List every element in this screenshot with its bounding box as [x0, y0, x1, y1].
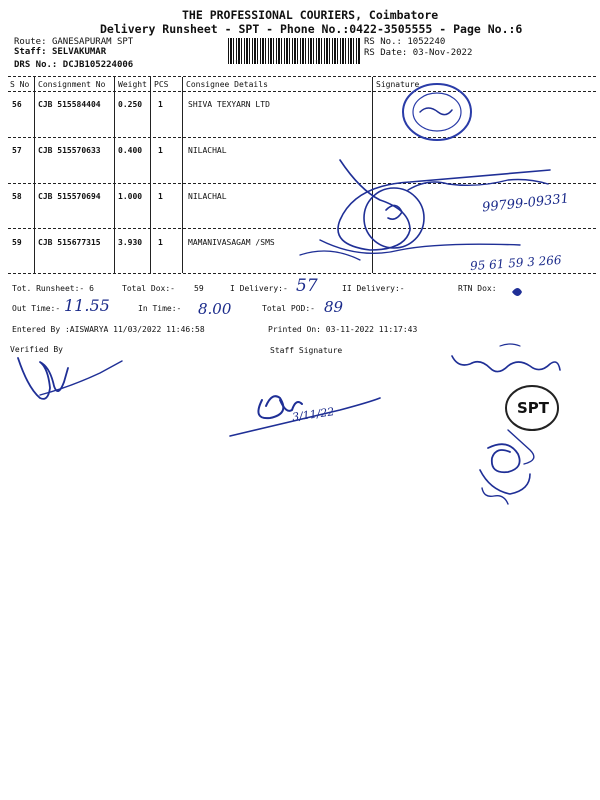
row-sno: 56: [12, 100, 22, 109]
row-consignment: CJB 515570694: [38, 192, 101, 201]
sign-date-handwritten: 3/11/22: [291, 405, 336, 424]
header-consignee: Consignee Details: [186, 80, 268, 89]
rtn-scribble-icon: [512, 288, 522, 296]
header-pcs: PCS: [154, 80, 169, 89]
row-pcs: 1: [158, 100, 163, 109]
rs-no-value: 1052240: [407, 37, 446, 47]
header-sno: S No: [10, 80, 30, 89]
row-sno: 57: [12, 146, 22, 155]
row-consignment: CJB 515570633: [38, 146, 101, 155]
tamil-signature-icon: [452, 344, 560, 372]
row-consignee: NILACHAL: [188, 192, 227, 201]
verified-by: Verified By: [10, 345, 63, 354]
staff-value: SELVAKUMAR: [51, 47, 107, 57]
row-consignee: MAMANIVASAGAM /SMS: [188, 238, 275, 247]
company-stamp-icon: [403, 84, 471, 140]
rs-date-label: RS Date:: [364, 48, 408, 58]
i-delivery-label: I Delivery:-: [230, 284, 288, 293]
total-runsheet: Tot. Runsheet:- 6: [12, 284, 94, 293]
row-weight: 3.930: [118, 238, 143, 247]
rs-date-value: 03-Nov-2022: [412, 48, 473, 58]
row-pcs: 1: [158, 238, 163, 247]
row-sno: 58: [12, 192, 22, 201]
recipient-signature-icon: [300, 160, 550, 260]
spt-stamp-text: SPT: [517, 399, 550, 417]
rtn-dox-label: RTN Dox:: [458, 284, 497, 293]
staff-signature-icon: [230, 396, 380, 436]
row-consignment: CJB 515677315: [38, 238, 101, 247]
printed-on: Printed On: 03-11-2022 11:17:43: [268, 325, 418, 334]
in-time-handwritten: 8.00: [198, 300, 232, 318]
row-pcs: 1: [158, 146, 163, 155]
in-time-label: In Time:-: [138, 304, 182, 313]
staff-label: Staff:: [14, 47, 47, 57]
total-dox-label: Total Dox:-: [122, 284, 175, 293]
verified-signature-icon: [18, 358, 122, 399]
drs-value: DCJB105224006: [62, 60, 134, 70]
row-weight: 0.250: [118, 100, 143, 109]
ii-delivery-label: II Delivery:-: [342, 284, 405, 293]
phone-handwritten-2: 95 61 59 3 266: [469, 252, 562, 274]
route-value: GANESAPURAM SPT: [51, 37, 134, 47]
row-sno: 59: [12, 238, 22, 247]
runsheet-subtitle: Delivery Runsheet - SPT - Phone No.:0422-3505555 - Page No.:6: [100, 22, 523, 36]
header-signature: Signature: [376, 80, 420, 89]
row-weight: 1.000: [118, 192, 143, 201]
i-delivery-handwritten: 57: [296, 276, 318, 296]
row-consignee: NILACHAL: [188, 146, 227, 155]
phone-handwritten-1: 99799-09331: [481, 191, 570, 216]
out-time-label: Out Time:-: [12, 304, 61, 313]
row-consignee: SHIVA TEXYARN LTD: [188, 100, 270, 109]
row-pcs: 1: [158, 192, 163, 201]
staff-signature-label: Staff Signature: [270, 346, 343, 355]
bottom-signature-icon: [480, 430, 534, 504]
row-weight: 0.400: [118, 146, 143, 155]
header-weight: Weight: [118, 80, 147, 89]
row-consignment: CJB 515584404: [38, 100, 101, 109]
drs-label: DRS No.:: [14, 60, 58, 70]
route-label: Route:: [14, 37, 47, 47]
header-consignment: Consignment No: [38, 80, 106, 89]
rs-no-label: RS No.:: [364, 37, 402, 47]
company-title: THE PROFESSIONAL COURIERS, Coimbatore: [182, 8, 439, 22]
total-pod-handwritten: 89: [324, 298, 344, 316]
total-pod-label: Total POD:-: [262, 304, 315, 313]
entered-by: Entered By :AISWARYA 11/03/2022 11:46:58: [12, 325, 205, 334]
out-time-handwritten: 11.55: [64, 296, 110, 315]
total-dox-value: 59: [194, 284, 204, 293]
